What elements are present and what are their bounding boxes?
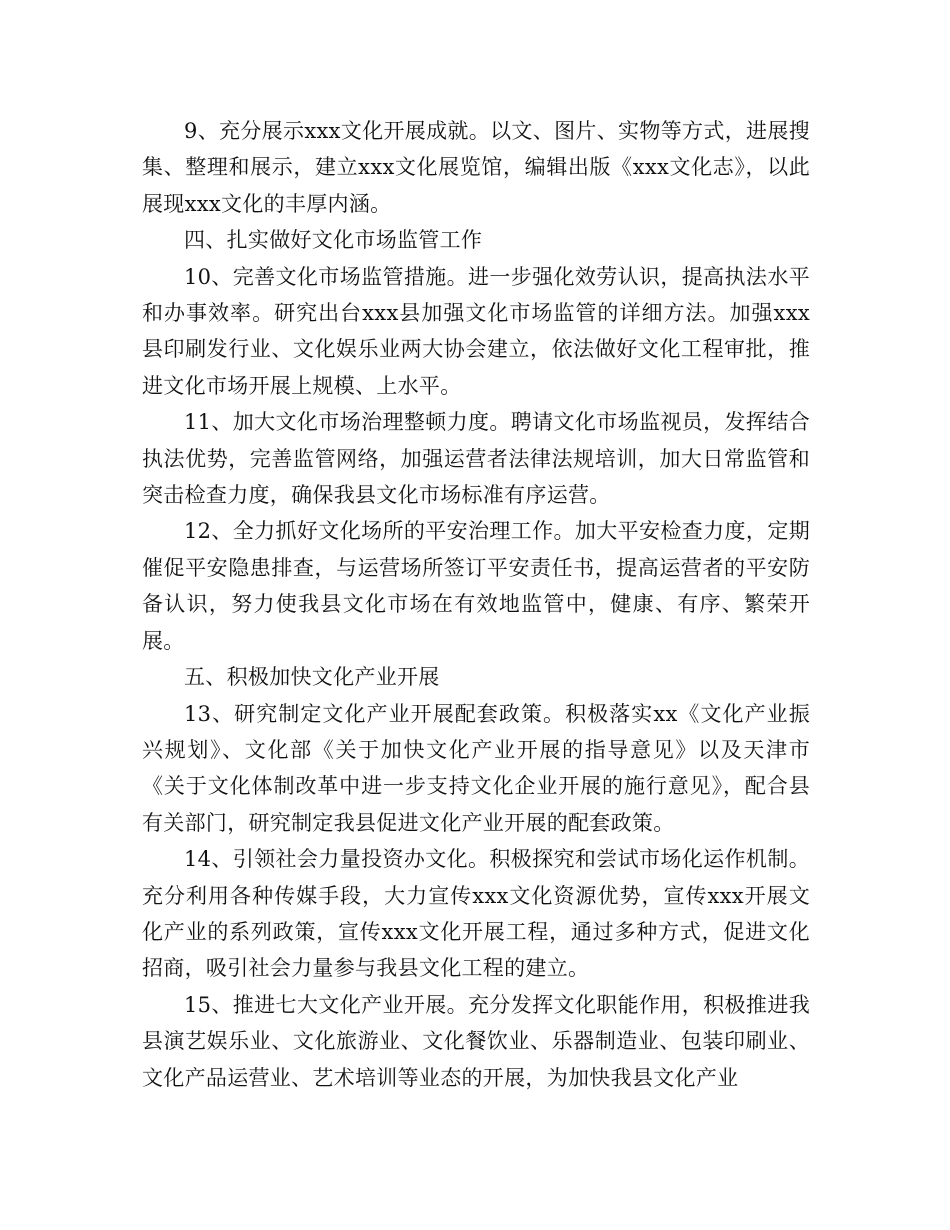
paragraph-item-13: 13、研究制定文化产业开展配套政策。积极落实xx《文化产业振兴规划》、文化部《关于加快文化产业开展的指导意见》以及天津市《关于文化体制改革中进一步支持文化企业开展的施行意见》，配合县有关部门，研究制定我县促进文化产业开展的配套政策。 (142, 701, 810, 835)
paragraph-item-10: 10、完善文化市场监管措施。进一步强化效劳认识，提高执法水平和办事效率。研究出台xxx县加强文化市场监管的详细方法。加强xxx县印刷发行业、文化娱乐业两大协会建立，依法做好文化工程审批，推进文化市场开展上规模、上水平。 (142, 264, 810, 398)
paragraph-item-9: 9、充分展示xxx文化开展成就。以文、图片、实物等方式，进展搜集、整理和展示，建立xxx文化展览馆，编辑出版《xxx文化志》，以此展现xxx文化的丰厚内涵。 (142, 119, 810, 216)
section-heading-5: 五、积极加快文化产业开展 (184, 665, 440, 690)
document-body (142, 113, 810, 1096)
paragraph-item-15: 15、推进七大文化产业开展。充分发挥文化职能作用，积极推进我县演艺娱乐业、文化旅游业、文化餐饮业、乐器制造业、包装印刷业、文化产品运营业、艺术培训等业态的开展，为加快我县文化产业 (142, 992, 810, 1090)
section-heading-4: 四、扎实做好文化市场监管工作 (184, 228, 483, 253)
paragraph-item-12: 12、全力抓好文化场所的平安治理工作。加大平安检查力度，定期催促平安隐患排查，与运营场所签订平安责任书，提高运营者的平安防备认识，努力使我县文化市场在有效地监管中，健康、有序、繁荣开展。 (142, 519, 810, 653)
paragraph-item-11: 11、加大文化市场治理整顿力度。聘请文化市场监视员，发挥结合执法优势，完善监管网络，加强运营者法律法规培训，加大日常监管和突击检查力度，确保我县文化市场标准有序运营。 (142, 410, 810, 508)
paragraph-item-14: 14、引领社会力量投资办文化。积极探究和尝试市场化运作机制。充分利用各种传媒手段，大力宣传xxx文化资源优势，宣传xxx开展文化产业的系列政策，宣传xxx文化开展工程，通过多种方式，促进文化招商，吸引社会力量参与我县文化工程的建立。 (142, 847, 810, 981)
